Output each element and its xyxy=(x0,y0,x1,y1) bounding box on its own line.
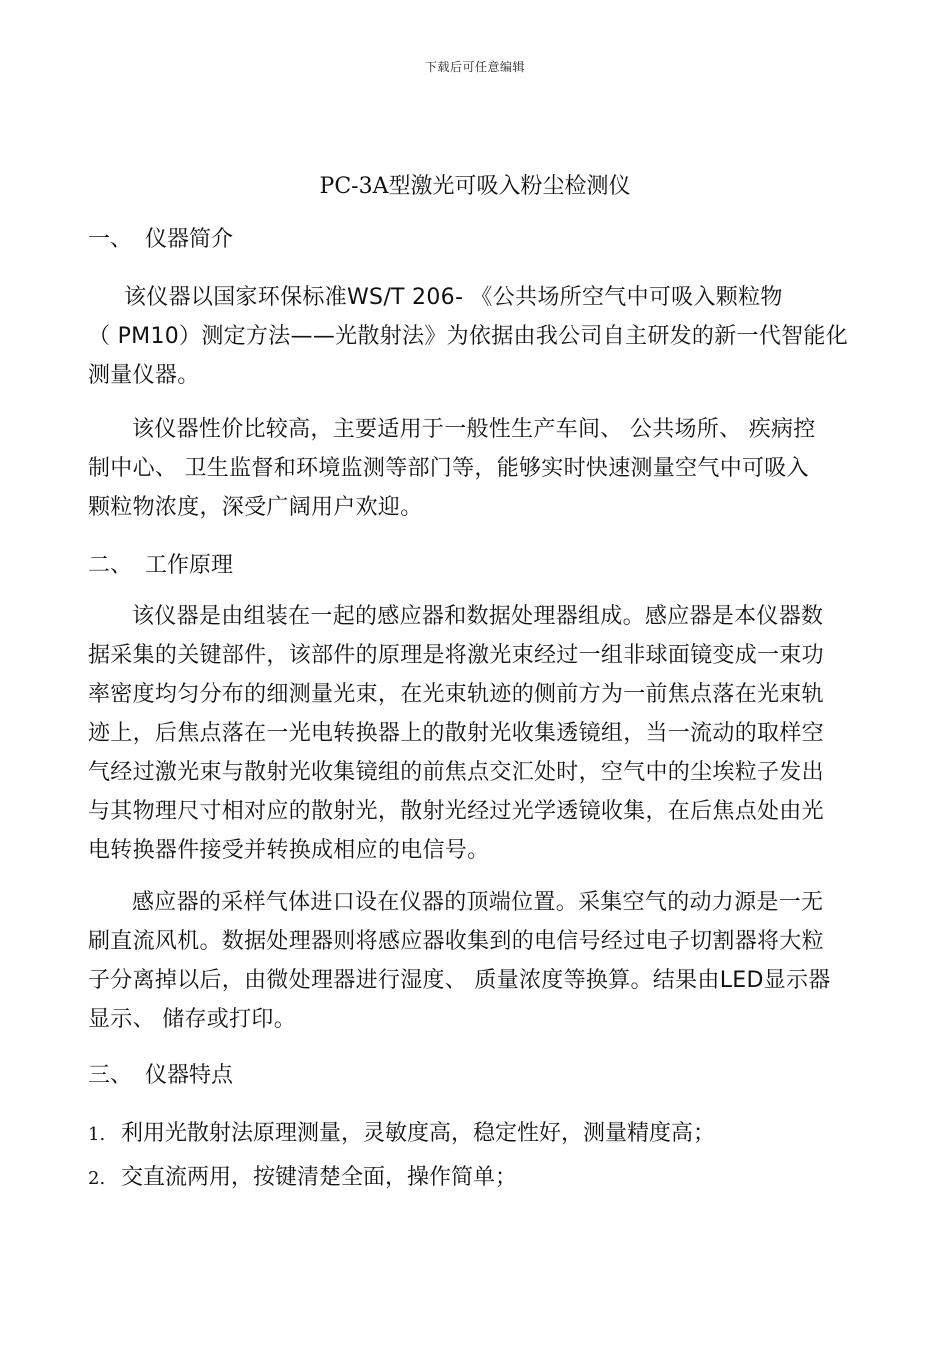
text-line: 据采集的关键部件，该部件的原理是将激光束经过一组非球面镜变成一束功 xyxy=(88,643,824,668)
section-title: 仪器简介 xyxy=(145,227,234,252)
text-line: 电转换器件接受并转换成相应的电信号。 xyxy=(88,838,490,863)
text-line: （ PM10）测定方法——光散射法》为依据由我公司自主研发的新一代智能化 xyxy=(88,324,849,349)
text-line: 刷直流风机。数据处理器则将感应器收集到的电信号经过电子切割器将大粒 xyxy=(88,929,824,954)
paragraph xyxy=(88,278,856,395)
text-line: 测量仪器。 xyxy=(88,363,200,388)
paragraph xyxy=(88,410,856,527)
section-heading-intro xyxy=(88,222,233,253)
document-title: PC-3A型激光可吸入粉尘检测仪 xyxy=(319,174,631,199)
list-text: 利用光散射法原理测量，灵敏度高，稳定性好，测量精度高； xyxy=(121,1121,716,1146)
text-line: 率密度均匀分布的细测量光束，在光束轨迹的侧前方为一前焦点落在光束轨 xyxy=(88,682,824,707)
text-line: 与其物理尺寸相对应的散射光，散射光经过光学透镜收集，在后焦点处由光 xyxy=(88,799,824,824)
section-number: 二、 xyxy=(88,553,133,578)
list-item xyxy=(88,1116,715,1147)
paragraph xyxy=(88,883,856,1039)
paragraph xyxy=(88,597,856,870)
text-line: 该仪器以国家环保标准WS/T 206- 《公共场所空气中可吸入颗粒物 xyxy=(124,285,783,310)
section-number: 一、 xyxy=(88,227,133,252)
section-number: 三、 xyxy=(88,1063,133,1088)
list-number: 2. xyxy=(88,1168,106,1189)
text-line: 颗粒物浓度，深受广阔用户欢迎。 xyxy=(88,495,423,520)
text-line: 感应器的采样气体进口设在仪器的顶端位置。采集空气的动力源是一无 xyxy=(132,890,824,915)
section-title: 仪器特点 xyxy=(145,1063,234,1088)
header-note: 下载后可任意编辑 xyxy=(424,60,525,74)
text-line: 该仪器是由组装在一起的感应器和数据处理器组成。感应器是本仪器数 xyxy=(132,604,824,629)
text-line: 气经过激光束与散射光收集镜组的前焦点交汇处时，空气中的尘埃粒子发出 xyxy=(88,760,824,785)
list-text: 交直流两用，按键清楚全面，操作简单； xyxy=(121,1165,518,1190)
text-line: 迹上，后焦点落在一光电转换器上的散射光收集透镜组，当一流动的取样空 xyxy=(88,721,824,746)
text-line: 制中心、 卫生监督和环境监测等部门等，能够实时快速测量空气中可吸入 xyxy=(88,456,809,481)
section-heading-principle xyxy=(88,548,233,579)
text-line: 子分离掉以后，由微处理器进行湿度、 质量浓度等换算。结果由LED显示器 xyxy=(88,968,831,993)
text-line: 该仪器性价比较高，主要适用于一般性生产车间、 公共场所、 疾病控 xyxy=(132,417,816,442)
list-item xyxy=(88,1160,517,1191)
section-title: 工作原理 xyxy=(145,553,234,578)
list-number: 1. xyxy=(88,1124,106,1145)
text-line: 显示、 储存或打印。 xyxy=(88,1007,296,1032)
section-heading-features xyxy=(88,1058,233,1089)
